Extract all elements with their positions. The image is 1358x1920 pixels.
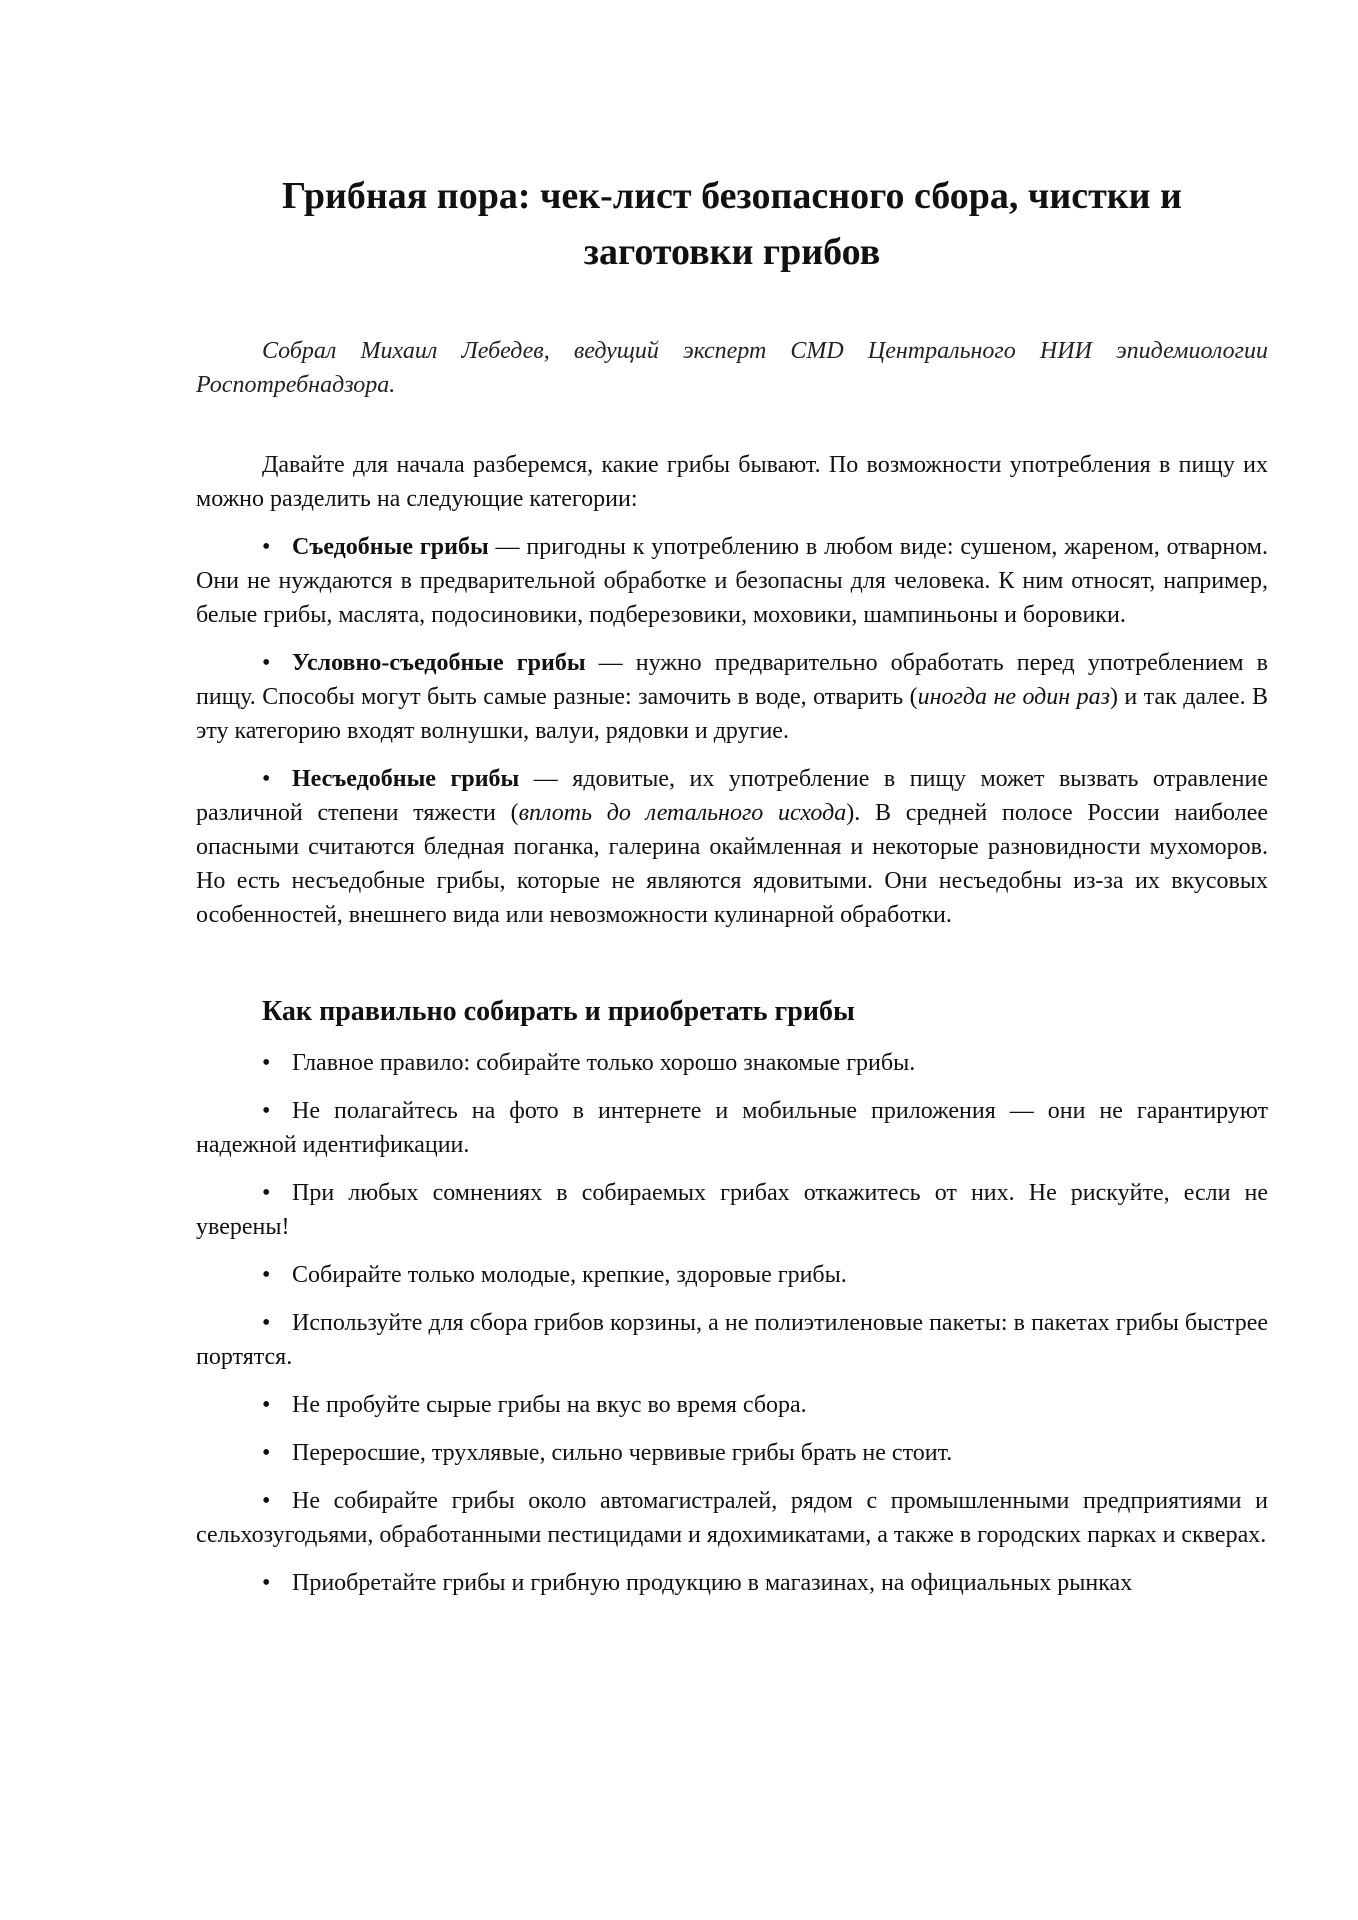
list-item <box>196 1258 1268 1292</box>
rule-text: Не собирайте грибы около автомагистралей, рядом с промышленными предприятиями и сельхозугодьями, обработанными пестицидами и ядохимикатами, а также в городских парках и скверах. <box>196 1488 1268 1548</box>
rule-text: Собирайте только молодые, крепкие, здоровые грибы. <box>292 1262 847 1288</box>
section-title: Как правильно собирать и приобретать грибы <box>262 996 855 1027</box>
category-list <box>196 530 1268 932</box>
list-item <box>196 1046 1268 1080</box>
bullet-icon: • <box>262 1488 271 1514</box>
rule-text: При любых сомнениях в собираемых грибах откажитесь от них. Не рискуйте, если не уверены! <box>196 1180 1268 1240</box>
list-item <box>196 1436 1268 1470</box>
bullet-icon: • <box>262 534 271 560</box>
category-text: — нужно предварительно обработать перед употреблением в пищу. Способы могут быть самые разные: замочить в воде, отварить ( <box>196 650 1268 710</box>
category-term: Съедобные грибы <box>292 534 489 560</box>
category-text: — ядовитые, их употребление в пищу может вызвать отравление различной степени тяжести ( <box>196 766 1269 826</box>
category-text: ). В средней полосе России наиболее опасными считаются бледная поганка, галерина окаймленная и некоторые разновидности мухоморов. Но есть несъедобные грибы, которые не являются ядовитыми. Они несъедобны из-за их вкусовых особенностей, внешнего вида или невозможности кулинарной обработки. <box>196 800 1269 928</box>
document-body <box>196 168 1268 1600</box>
bullet-icon: • <box>262 1050 271 1076</box>
category-italic-note: вплоть до летального исхода <box>518 800 847 826</box>
category-term: Условно-съедобные грибы <box>292 650 586 676</box>
list-item <box>196 646 1268 748</box>
rules-list <box>196 1046 1268 1600</box>
list-item <box>196 762 1268 932</box>
list-item <box>196 1388 1268 1422</box>
bullet-icon: • <box>262 766 271 792</box>
bullet-icon: • <box>262 1180 271 1206</box>
category-italic-note: иногда не один раз <box>917 684 1110 710</box>
list-item <box>196 530 1268 632</box>
list-item <box>196 1306 1268 1374</box>
category-text: — пригодны к употреблению в любом виде: сушеном, жареном, отварном. Они не нуждаются в предварительной обработке и безопасны для человека. К ним относят, например, белые грибы, маслята, подосиновики, подберезовики, моховики, шампиньоны и боровики. <box>196 534 1268 628</box>
bullet-icon: • <box>262 650 271 676</box>
rule-text: Приобретайте грибы и грибную продукцию в магазинах, на официальных рынках <box>292 1570 1133 1596</box>
author-line: Собрал Михаил Лебедев, ведущий эксперт СМD Центрального НИИ эпидемиологии Роспотребнадзора. <box>196 338 1268 398</box>
intro-paragraph: Давайте для начала разберемся, какие грибы бывают. По возможности употребления в пищу их можно разделить на следующие категории: <box>196 452 1268 512</box>
rule-text: Не пробуйте сырые грибы на вкус во время сбора. <box>292 1392 807 1418</box>
category-term: Несъедобные грибы <box>292 766 520 792</box>
list-item <box>196 1484 1268 1552</box>
bullet-icon: • <box>262 1262 271 1288</box>
list-item <box>196 1566 1268 1600</box>
rule-text: Используйте для сбора грибов корзины, а не полиэтиленовые пакеты: в пакетах грибы быстрее портятся. <box>196 1310 1268 1370</box>
bullet-icon: • <box>262 1310 271 1336</box>
rule-text: Переросшие, трухлявые, сильно червивые грибы брать не стоит. <box>292 1440 953 1466</box>
list-item <box>196 1176 1268 1244</box>
list-item <box>196 1094 1268 1162</box>
bullet-icon: • <box>262 1098 271 1124</box>
bullet-icon: • <box>262 1440 271 1466</box>
document-title: Грибная пора: чек-лист безопасного сбора, чистки и заготовки грибов <box>282 175 1182 273</box>
rule-text: Главное правило: собирайте только хорошо знакомые грибы. <box>292 1050 916 1076</box>
category-text: ) и так далее. В эту категорию входят волнушки, валуи, рядовки и другие. <box>196 684 1269 744</box>
bullet-icon: • <box>262 1570 271 1596</box>
bullet-icon: • <box>262 1392 271 1418</box>
rule-text: Не полагайтесь на фото в интернете и мобильные приложения — они не гарантируют надежной идентификации. <box>196 1098 1268 1158</box>
